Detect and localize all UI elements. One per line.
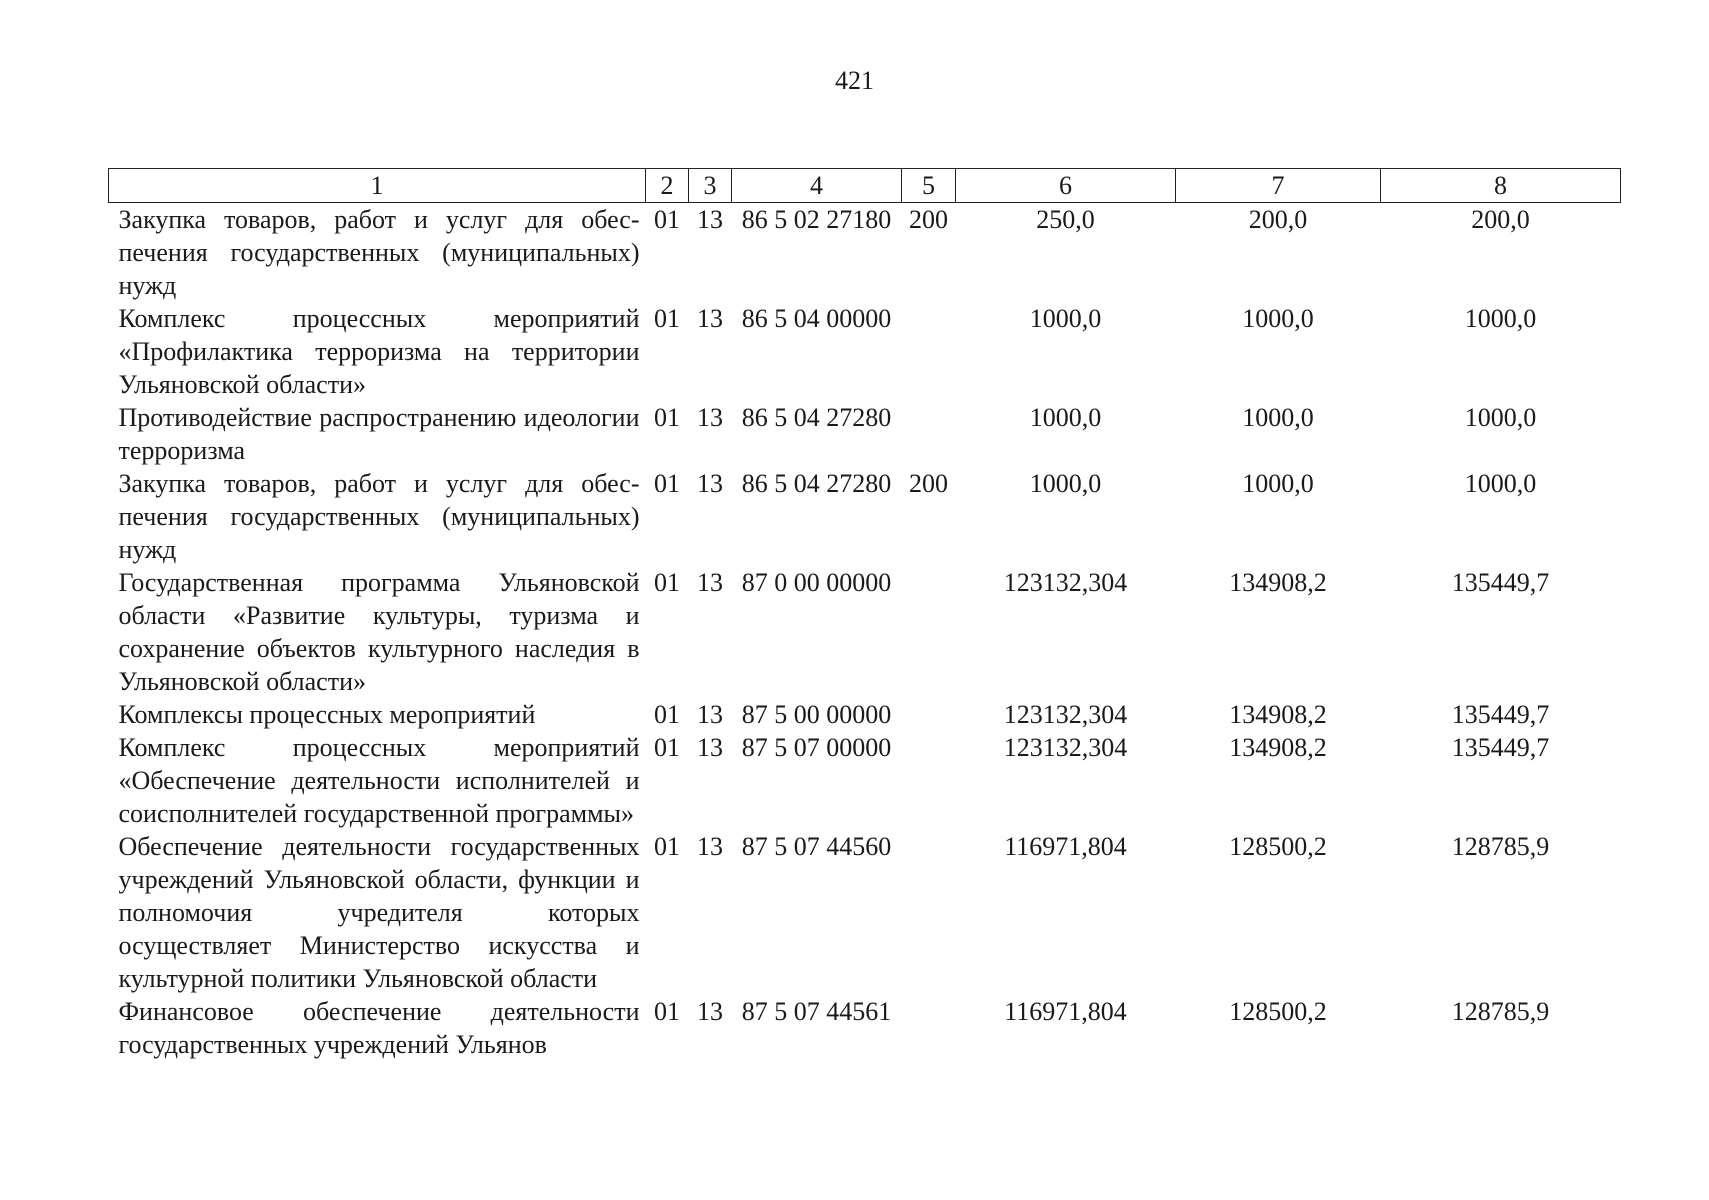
row-amount-col6: 116971,804 xyxy=(1004,832,1127,861)
row-target-code: 86 5 04 27280 xyxy=(741,469,892,498)
row-amount-col6: 1000,0 xyxy=(1029,304,1102,333)
header-col-2: 2 xyxy=(646,169,689,203)
page-number: 421 xyxy=(835,66,874,95)
row-subsection: 13 xyxy=(697,205,723,234)
table-header-row xyxy=(109,169,1621,203)
row-amount-col7: 1000,0 xyxy=(1242,469,1314,498)
row-expense-type xyxy=(902,731,956,830)
row-amount-col8: 1000,0 xyxy=(1464,469,1537,498)
row-amount-col8: 135449,7 xyxy=(1451,568,1550,597)
row-amount-col8: 135449,7 xyxy=(1451,733,1550,762)
row-amount-col8: 200,0 xyxy=(1471,205,1530,234)
row-section: 01 xyxy=(654,469,680,498)
row-amount-col6: 1000,0 xyxy=(1029,469,1102,498)
row-amount-col7: 200,0 xyxy=(1248,205,1308,234)
row-amount-col6: 116971,804 xyxy=(1004,997,1127,1026)
row-subsection: 13 xyxy=(697,832,723,861)
table-row xyxy=(109,302,1621,401)
table-row xyxy=(109,995,1621,1061)
header-col-3: 3 xyxy=(689,169,732,203)
row-name: Обеспечение деятельности государственных учреждений Ульяновской области, функции и полномочия учредителя которых осуществляет Министерство искусства и культурной политики Ульяновской области xyxy=(118,832,640,993)
row-section: 01 xyxy=(654,304,680,333)
row-expense-type xyxy=(902,698,956,731)
row-subsection: 13 xyxy=(697,469,723,498)
row-section: 01 xyxy=(654,832,680,861)
row-name: Государственная программа Ульяновской области «Развитие культуры, туризма и сохранение объектов культурного наследия в Ульяновской области» xyxy=(118,568,640,696)
table-row xyxy=(109,566,1621,698)
row-target-code: 87 5 07 44561 xyxy=(741,997,892,1026)
row-amount-col8: 128785,9 xyxy=(1451,832,1550,861)
row-subsection: 13 xyxy=(697,304,723,333)
row-name: Закупка товаров, работ и услуг для обеспечения государственных (муниципальных) нужд xyxy=(118,205,640,300)
row-name: Комплексы процессных мероприятий xyxy=(118,700,536,729)
row-name: Закупка товаров, работ и услуг для обеспечения государственных (муниципальных) нужд xyxy=(118,469,640,564)
row-subsection: 13 xyxy=(697,997,723,1026)
row-name: Противодействие распространению идеологии терроризма xyxy=(118,403,640,465)
header-col-1: 1 xyxy=(109,169,646,203)
row-amount-col8: 128785,9 xyxy=(1451,997,1550,1026)
table-row xyxy=(109,467,1621,566)
row-amount-col7: 1000,0 xyxy=(1242,403,1314,432)
row-target-code: 87 5 00 00000 xyxy=(741,700,892,729)
row-expense-type xyxy=(902,995,956,1061)
row-subsection: 13 xyxy=(697,403,723,432)
row-amount-col7: 1000,0 xyxy=(1242,304,1314,333)
row-subsection: 13 xyxy=(697,733,723,762)
row-target-code: 86 5 04 00000 xyxy=(741,304,892,333)
table-row xyxy=(109,203,1621,303)
row-amount-col8: 1000,0 xyxy=(1464,403,1537,432)
row-section: 01 xyxy=(654,568,680,597)
row-amount-col6: 123132,304 xyxy=(1003,733,1128,762)
row-amount-col6: 1000,0 xyxy=(1029,403,1102,432)
row-target-code: 86 5 04 27280 xyxy=(741,403,892,432)
row-amount-col8: 1000,0 xyxy=(1464,304,1537,333)
row-amount-col7: 134908,2 xyxy=(1229,568,1327,597)
header-col-7: 7 xyxy=(1176,169,1381,203)
budget-table xyxy=(108,168,1621,1061)
row-amount-col7: 134908,2 xyxy=(1229,733,1327,762)
table-row xyxy=(109,830,1621,995)
row-expense-type: 200 xyxy=(909,469,948,498)
row-section: 01 xyxy=(654,997,680,1026)
row-amount-col7: 134908,2 xyxy=(1229,700,1327,729)
table-row xyxy=(109,401,1621,467)
row-expense-type xyxy=(902,566,956,698)
row-subsection: 13 xyxy=(697,568,723,597)
row-subsection: 13 xyxy=(697,700,723,729)
row-section: 01 xyxy=(654,733,680,762)
row-name: Комплекс процессных мероприятий «Обеспечение деятельности исполнителей и соисполнителей государственной программы» xyxy=(118,733,640,828)
row-amount-col7: 128500,2 xyxy=(1229,832,1327,861)
row-expense-type: 200 xyxy=(909,205,948,234)
header-col-6: 6 xyxy=(956,169,1176,203)
row-amount-col6: 250,0 xyxy=(1036,205,1095,234)
row-section: 01 xyxy=(654,205,680,234)
row-target-code: 87 5 07 00000 xyxy=(741,733,892,762)
row-amount-col8: 135449,7 xyxy=(1451,700,1550,729)
header-col-4: 4 xyxy=(732,169,902,203)
row-name: Финансовое обеспечение деятельности государственных учреждений Ульянов xyxy=(118,997,640,1059)
row-expense-type xyxy=(902,830,956,995)
row-section: 01 xyxy=(654,700,680,729)
row-expense-type xyxy=(902,401,956,467)
row-amount-col6: 123132,304 xyxy=(1003,700,1128,729)
row-target-code: 86 5 02 27180 xyxy=(741,205,892,234)
row-expense-type xyxy=(902,302,956,401)
row-target-code: 87 0 00 00000 xyxy=(741,568,892,597)
row-section: 01 xyxy=(654,403,680,432)
row-amount-col6: 123132,304 xyxy=(1003,568,1128,597)
table-row xyxy=(109,731,1621,830)
row-target-code: 87 5 07 44560 xyxy=(741,832,892,861)
row-name: Комплекс процессных мероприятий «Профилактика терроризма на территории Ульяновской области» xyxy=(118,304,640,399)
row-amount-col7: 128500,2 xyxy=(1229,997,1327,1026)
table-row xyxy=(109,698,1621,731)
header-col-5: 5 xyxy=(902,169,956,203)
table-body xyxy=(109,203,1621,1062)
header-col-8: 8 xyxy=(1381,169,1621,203)
